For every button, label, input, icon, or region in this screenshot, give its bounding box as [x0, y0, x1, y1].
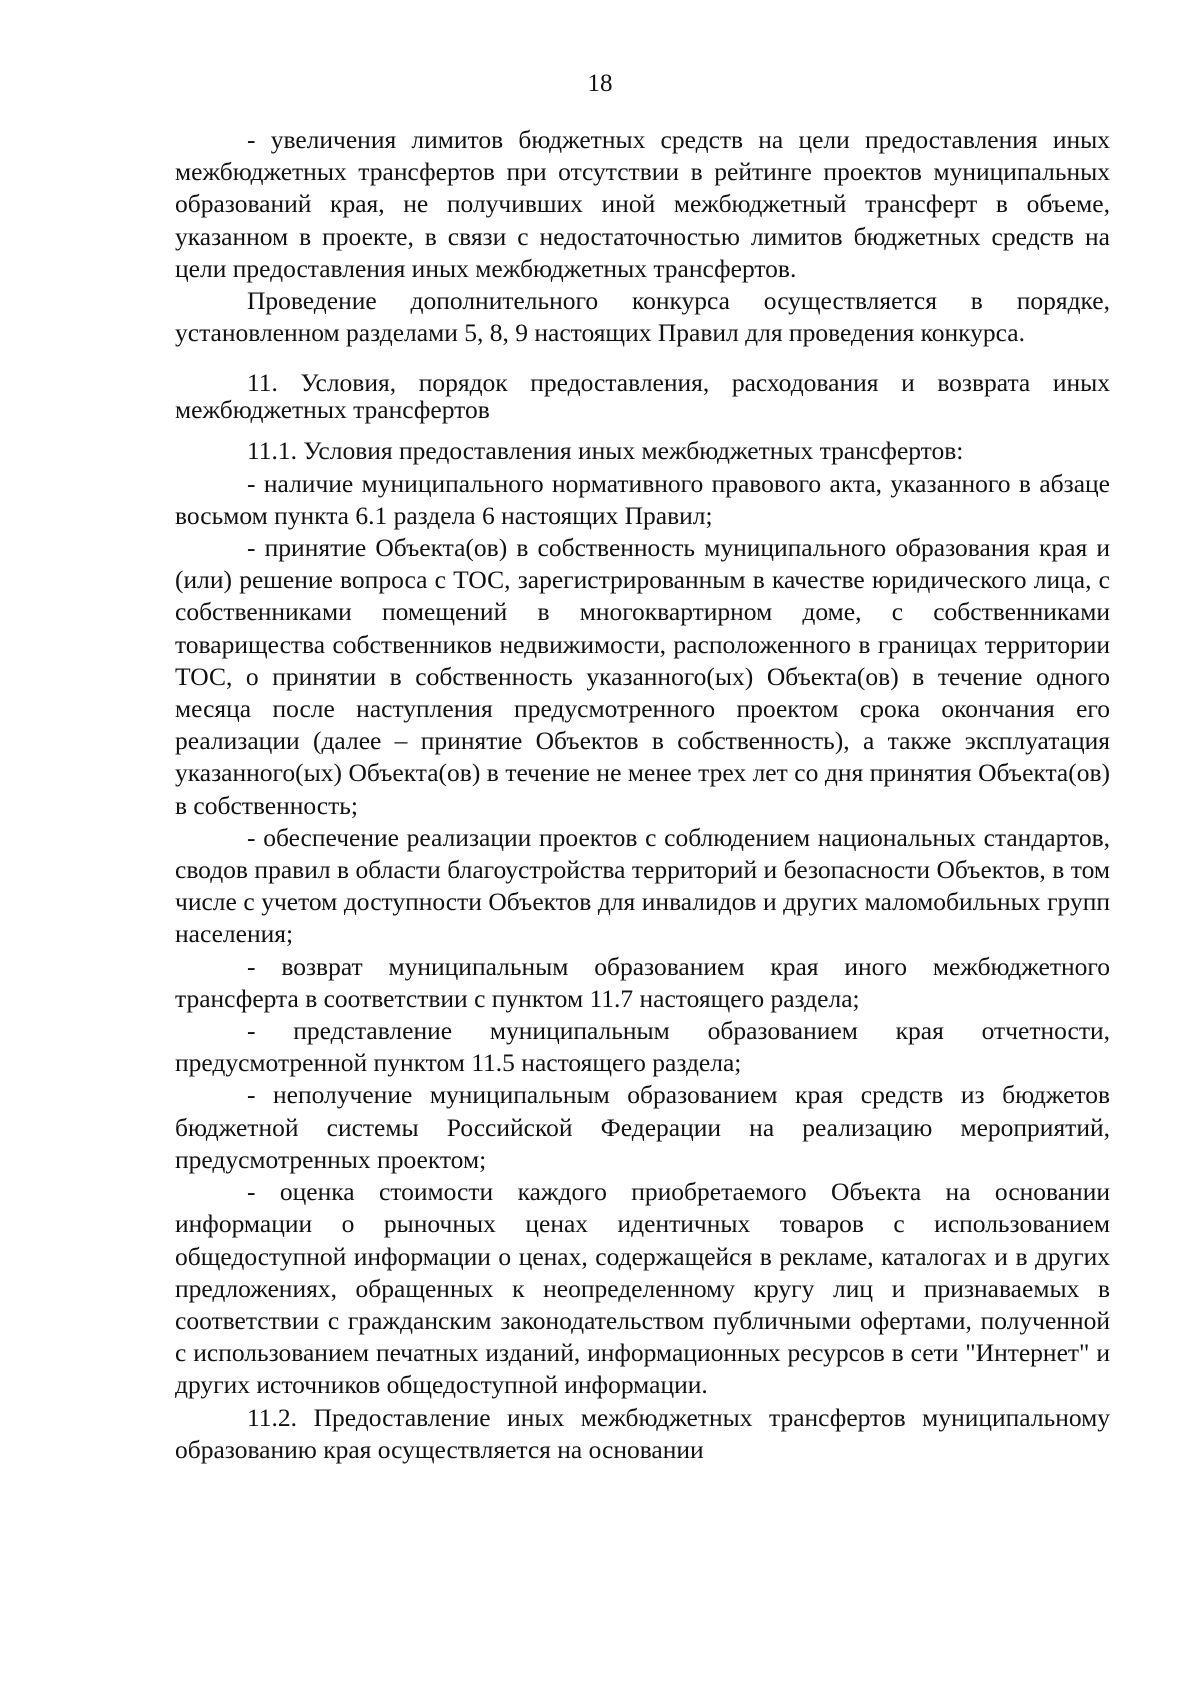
paragraph-11-2: 11.2. Предоставление иных межбюджетных трансфертов муниципальному образованию края осуществляется на основании [175, 1402, 1110, 1464]
paragraph-limits-increase: - увеличения лимитов бюджетных средств на цели предоставления иных межбюджетных трансфертов при отсутствии в рейтинге проектов муниципальных образований края, не получивших иной межбюджетный трансферт в объеме, указанном в проекте, в связи с недостаточностью лимитов бюджетных средств на цели предоставления иных межбюджетных трансфертов. [175, 125, 1110, 283]
paragraph-standards: - обеспечение реализации проектов с соблюдением национальных стандартов, сводов правил в области благоустройства территорий и безопасности Объектов, в том числе с учетом доступности Объектов для инвалидов и других маломобильных групп населения; [175, 822, 1110, 949]
paragraph-11-1-title: 11.1. Условия предоставления иных межбюджетных трансфертов: [247, 436, 964, 466]
page-number: 18 [587, 70, 613, 97]
paragraph-transfer-return: - возврат муниципальным образованием края иного межбюджетного трансферта в соответствии с пунктом 11.7 настоящего раздела; [175, 951, 1110, 1013]
paragraph-cost-estimate: - оценка стоимости каждого приобретаемого Объекта на основании информации о рыночных ценах идентичных товаров с использованием общедоступной информации о ценах, содержащейся в рекламе, каталогах и в других предложениях, обращенных к неопределенному кругу лиц и признаваемых в соответствии с гражданским законодательством публичными офертами, полученной с использованием печатных изданий, информационных ресурсов в сети "Интернет" и других источников общедоступной информации. [175, 1177, 1110, 1400]
section-11-heading: 11. Условия, порядок предоставления, расходования и возврата иных межбюджетных трансфертов [175, 368, 1110, 425]
paragraph-non-receipt: - неполучение муниципальным образованием края средств из бюджетов бюджетной системы Российской Федерации на реализацию мероприятий, предусмотренных проектом; [175, 1080, 1110, 1174]
paragraph-reporting: - представление муниципальным образованием края отчетности, предусмотренной пунктом 11.5 настоящего раздела; [175, 1016, 1110, 1078]
paragraph-object-ownership: - принятие Объекта(ов) в собственность муниципального образования края и (или) решение вопроса с ТОС, зарегистрированным в качестве юридического лица, с собственниками помещений в многоквартирном доме, с собственниками товарищества собственников недвижимости, расположенного в границах территории ТОС, о принятии в собственность указанного(ых) Объекта(ов) в течение одного месяца после наступления предусмотренного проектом срока окончания его реализации (далее – принятие Объектов в собственность), а также эксплуатация указанного(ых) Объекта(ов) в течение не менее трех лет со дня принятия Объекта(ов) в собственность; [175, 533, 1110, 820]
paragraph-municipal-act: - наличие муниципального нормативного правового акта, указанного в абзаце восьмом пункта 6.1 раздела 6 настоящих Правил; [175, 468, 1110, 530]
paragraph-additional-contest: Проведение дополнительного конкурса осуществляется в порядке, установленном разделами 5, 8, 9 настоящих Правил для проведения конкурса. [175, 286, 1110, 348]
document-body [175, 124, 1110, 1466]
